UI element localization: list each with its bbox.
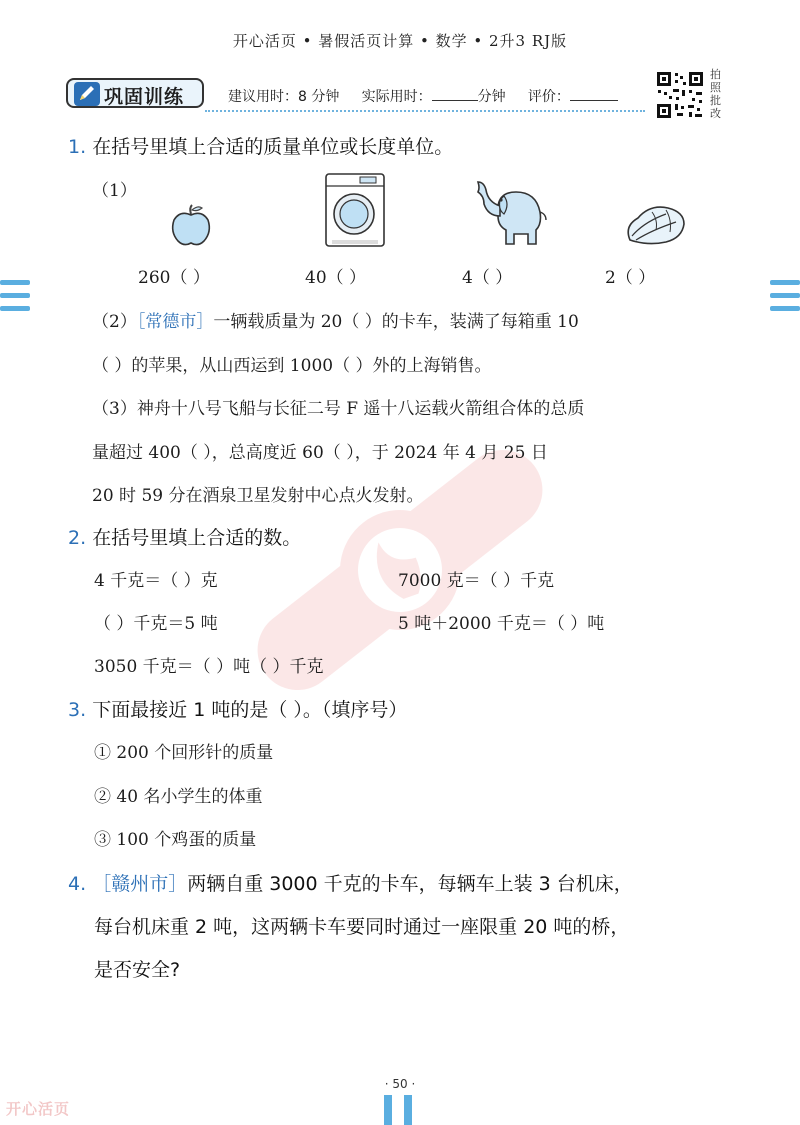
q2-row3: 3050 千克＝（ ）吨（ ）千克 [94, 657, 324, 677]
side-mark-right [770, 306, 800, 311]
q2-row1-right: 7000 克＝（ ）千克 [398, 571, 555, 591]
q1-item-cabbage: 2（ ） [605, 268, 656, 288]
page-number: · 50 · [384, 1077, 416, 1091]
side-mark-left [0, 306, 30, 311]
footer-logo: 开心活页 [6, 1100, 71, 1118]
suggested-time-label: 建议用时： [228, 89, 298, 105]
evaluation-blank[interactable] [570, 88, 618, 101]
region-tag: ［赣州市］ [92, 873, 188, 895]
q1-part3-line3: 20 时 59 分在酒泉卫星发射中心点火发射。 [92, 486, 424, 506]
q2-row1-left: 4 千克＝（ ）克 [94, 571, 218, 591]
actual-time-unit: 分钟 [477, 89, 506, 105]
q1-item-apple: 260（ ） [138, 268, 210, 288]
question-4-title [68, 869, 633, 896]
q3-option-2: ② 40 名小学生的体重 [94, 787, 263, 807]
washing-machine-icon [324, 172, 386, 248]
side-mark-left [0, 280, 30, 285]
question-number: 1. [68, 136, 87, 158]
question-text-line1: 两辆自重 3000 千克的卡车，每辆车上装 3 台机床， [187, 873, 633, 895]
q3-option-3: ③ 100 个鸡蛋的质量 [94, 830, 257, 850]
page-header-title: 开心活页 • 暑假活页计算 • 数学 • 2升3 RJ版 [232, 32, 568, 50]
q3-option-1: ① 200 个回形针的质量 [94, 743, 274, 763]
evaluation-label: 评价： [527, 89, 570, 105]
pencil-icon [74, 82, 100, 106]
question-prompt: 在括号里填上合适的质量单位或长度单位。 [92, 136, 454, 158]
actual-time-blank[interactable] [432, 88, 478, 101]
question-2-title [68, 523, 301, 550]
side-mark-left [0, 293, 30, 298]
q1-part2-label: （2） [92, 312, 137, 332]
binding-mark [404, 1095, 412, 1125]
qr-caption: 拍照批改 [710, 68, 721, 120]
question-number: 3. [68, 699, 87, 721]
apple-icon [168, 202, 214, 248]
question-prompt: 下面最接近 1 吨的是（ ）。（填序号） [92, 699, 408, 721]
question-number: 2. [68, 527, 87, 549]
question-3-title [68, 695, 407, 722]
binding-mark [384, 1095, 392, 1125]
question-1-title [68, 132, 453, 159]
question-4-line2: 每台机床重 2 吨，这两辆卡车要同时通过一座限重 20 吨的桥， [94, 916, 630, 938]
question-4-line3: 是否安全? [94, 959, 181, 981]
suggested-time-value: 8 分钟 [298, 89, 340, 105]
qr-code-icon[interactable] [655, 70, 705, 120]
question-prompt: 在括号里填上合适的数。 [92, 527, 302, 549]
q1-part3-line1: （3）神舟十八号飞船与长征二号 F 遥十八运载火箭组合体的总质 [92, 399, 585, 419]
section-divider [205, 110, 645, 112]
q1-item-washing-machine: 40（ ） [305, 268, 367, 288]
elephant-icon [470, 176, 550, 248]
q1-part1-label: （1） [92, 181, 137, 201]
region-tag: ［常德市］ [136, 312, 214, 332]
side-mark-right [770, 280, 800, 285]
q1-part2-text: 一辆载质量为 20（ ）的卡车，装满了每箱重 10 [213, 312, 579, 332]
section-bar [66, 74, 626, 110]
q1-item-elephant: 4（ ） [462, 268, 513, 288]
section-name: 巩固训练 [104, 86, 185, 108]
cabbage-icon [622, 200, 688, 248]
q1-part2-line2: （ ）的苹果，从山西运到 1000（ ）外的上海销售。 [92, 356, 492, 376]
section-badge [66, 78, 204, 108]
side-mark-right [770, 293, 800, 298]
q1-part2-line1 [92, 307, 579, 332]
timing-info [228, 86, 618, 106]
q2-row2-left: （ ）千克＝5 吨 [94, 614, 218, 634]
question-number: 4. [68, 873, 87, 895]
q1-part3-line2: 量超过 400（ ），总高度近 60（ ），于 2024 年 4 月 25 日 [92, 443, 548, 463]
actual-time-label: 实际用时： [361, 89, 432, 105]
q2-row2-right: 5 吨＋2000 千克＝（ ）吨 [398, 614, 605, 634]
